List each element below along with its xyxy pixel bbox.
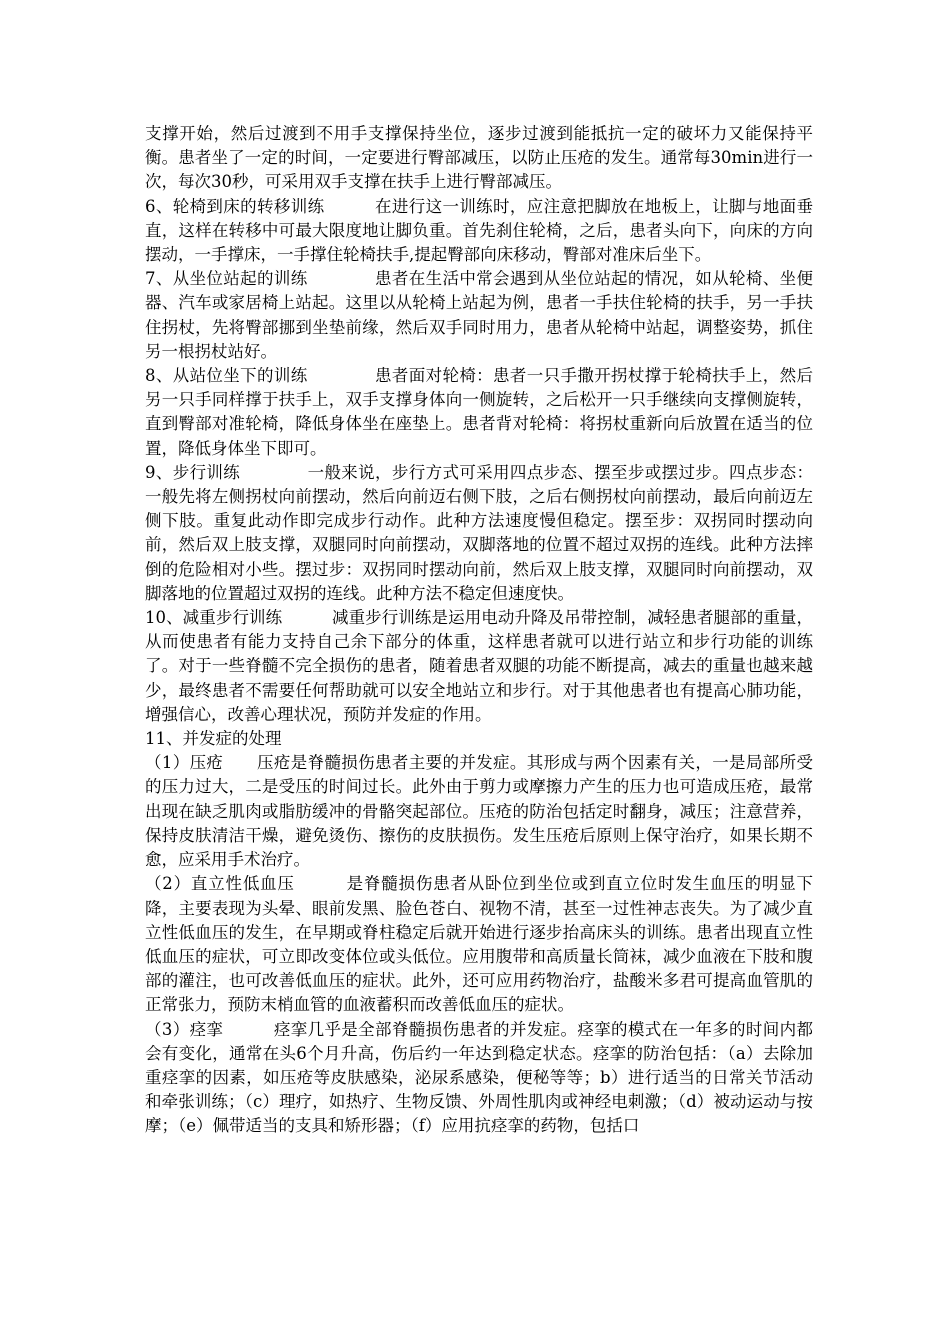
paragraph-sitting-balance: 支撑开始，然后过渡到不用手支撑保持坐位，逐步过渡到能抵抗一定的破坏力又能保持平衡。患者坐了一定的时间，一定要进行臀部减压，以防止压疮的发生。通常每30min进行一次，每次30秒，可采用双手支撑在扶手上进行臀部减压。 [145, 124, 813, 192]
document-body [145, 122, 813, 1139]
section-heading-complications: 11、并发症的处理 [145, 729, 282, 749]
paragraph-sit-to-stand: 7、从坐位站起的训练 患者在生活中常会遇到从坐位站起的情况，如从轮椅、坐便器、汽车或家居椅上站起。这里以从轮椅上站起为例，患者一手扶住轮椅的扶手，另一手扶住拐杖，先将臀部挪到坐垫前缘，然后双手同时用力，患者从轮椅中站起，调整姿势，抓住另一根拐杖站好。 [145, 269, 813, 361]
paragraph-wheelchair-to-bed-transfer: 6、轮椅到床的转移训练 在进行这一训练时，应注意把脚放在地板上，让脚与地面垂直，这样在转移中可最大限度地让脚负重。首先刹住轮椅，之后，患者头向下，向床的方向摆动，一手撑床，一手撑住轮椅扶手,提起臀部向床移动，臀部对准床后坐下。 [145, 196, 813, 265]
paragraph-orthostatic-hypotension: （2）直立性低血压 是脊髓损伤患者从卧位到坐位或到直立位时发生血压的明显下降，主要表现为头晕、眼前发黑、脸色苍白、视物不清，甚至一过性神志丧失。为了减少直立性低血压的发生，在早期或脊柱稳定后就开始进行逐步抬高床头的训练。患者出现直立性低血压的症状，可立即改变体位或头低位。应用腹带和高质量长筒袜，减少血液在下肢和腹部的灌注，也可改善低血压的症状。此外，还可应用药物治疗，盐酸米多君可提高血管肌的正常张力，预防末梢血管的血液蓄积而改善低血压的症状。 [145, 874, 813, 1015]
paragraph-pressure-sores: （1）压疮 压疮是脊髓损伤患者主要的并发症。其形成与两个因素有关，一是局部所受的压力过大，二是受压的时间过长。此外由于剪力或摩擦力产生的压力也可造成压疮，最常出现在缺乏肌肉或脂肪缓冲的骨骼突起部位。压疮的防治包括定时翻身，减压；注意营养，保持皮肤清洁干燥，避免烫伤、擦伤的皮肤损伤。发生压疮后原则上保守治疗，如果长期不愈，应采用手术治疗。 [145, 753, 813, 870]
paragraph-walking-training: 9、步行训练 一般来说，步行方式可采用四点步态、摆至步或摆过步。四点步态：一般先将左侧拐杖向前摆动，然后向前迈右侧下肢，之后右侧拐杖向前摆动，最后向前迈左侧下肢。重复此动作即完成步行动作。此种方法速度慢但稳定。摆至步：双拐同时摆动向前，然后双上肢支撑，双腿同时向前摆动，双脚落地的位置不超过双拐的连线。此种方法摔倒的危险相对小些。摆过步：双拐同时摆动向前，然后双上肢支撑，双腿同时向前摆动，双脚落地的位置超过双拐的连线。此种方法不稳定但速度快。 [145, 462, 813, 603]
paragraph-spasticity: （3）痉挛 痉挛几乎是全部脊髓损伤患者的并发症。痉挛的模式在一年多的时间内都会有变化，通常在头6个月升高，伤后约一年达到稳定状态。痉挛的防治包括：（a）去除加重痉挛的因素，如压疮等皮肤感染，泌尿系感染，便秘等等；b）进行适当的日常关节活动和牵张训练；（c）理疗，如热疗、生物反馈、外周性肌肉或神经电刺激；（d）被动运动与按摩；（e）佩带适当的支具和矫形器；（f）应用抗痉挛的药物，包括口 [145, 1019, 813, 1136]
paragraph-stand-to-sit: 8、从站位坐下的训练 患者面对轮椅：患者一只手撒开拐杖撑于轮椅扶手上，然后另一只手同样撑于扶手上，双手支撑身体向一侧旋转，之后松开一只手继续向支撑侧旋转，直到臀部对准轮椅，降低身体坐在座垫上。患者背对轮椅：将拐杖重新向后放置在适当的位置，降低身体坐下即可。 [145, 366, 813, 458]
paragraph-weight-reduced-walking: 10、减重步行训练 减重步行训练是运用电动升降及吊带控制，减轻患者腿部的重量，从而使患者有能力支持自己余下部分的体重，这样患者就可以进行站立和步行功能的训练了。对于一些脊髓不完全损伤的患者，随着患者双腿的功能不断提高，减去的重量也越来越少，最终患者不需要任何帮助就可以安全地站立和步行。对于其他患者也有提高心肺功能，增强信心，改善心理状况，预防并发症的作用。 [145, 608, 813, 724]
